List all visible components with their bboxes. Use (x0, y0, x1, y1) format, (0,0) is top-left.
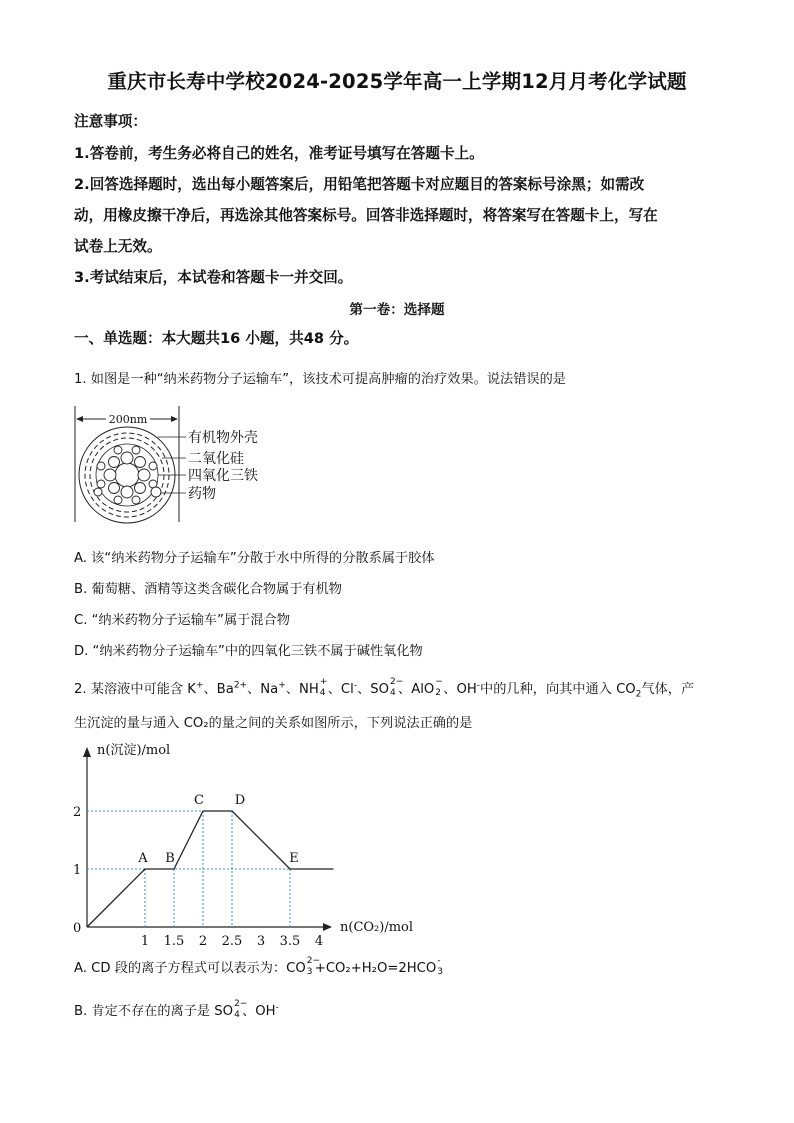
q1-option-b: B. 葡萄糖、酒精等这类含碳化合物属于有机物 (74, 582, 342, 597)
y-axis-arrow (83, 747, 91, 757)
point-label-E: E (289, 851, 299, 866)
x-tick-label-4: 3 (256, 934, 266, 947)
point-label-A: A (138, 851, 148, 866)
x-tick-label-5: 3.5 (279, 934, 301, 947)
q1-option-d: D. “纳米药物分子运输车”中的四氧化三铁不属于碱性氧化物 (74, 644, 423, 659)
label-organic-shell: 有机物外壳 (188, 430, 258, 446)
label-fe3o4: 四氧化三铁 (188, 468, 258, 484)
y-axis-label: n(沉淀)/mol (97, 743, 171, 758)
notice-heading: 注意事项： (74, 113, 147, 130)
x-tick-label-0: 1 (140, 934, 150, 947)
notice-item-2-line-2: 动，用橡皮擦干净后，再选涂其他答案标号。回答非选择题时，将答案写在答题卡上，写在 (74, 207, 658, 224)
x-axis-label: n(CO₂)/mol (340, 920, 414, 935)
paper-title: 重庆市长寿中学校2024-2025学年高一上学期12月月考化学试题 (107, 70, 687, 93)
y-tick-label-0: 1 (73, 863, 82, 878)
notice-item-1: 1.答卷前，考生务必将自己的姓名，准考证号填写在答题卡上。 (74, 145, 484, 162)
notice-item-3: 3.考试结束后，本试卷和答题卡一并交回。 (74, 269, 353, 286)
origin-label: 0 (73, 921, 82, 936)
q2-stem-line-2: 生沉淀的量与通入 CO₂的量之间的关系如图所示，下列说法正确的是 (74, 716, 473, 731)
x-tick-label-2: 2 (198, 934, 208, 947)
q2-option-b: B. 肯定不存在的离子是 SO 2− 4 、OH- (74, 999, 279, 1020)
x-tick-label-1: 1.5 (163, 934, 185, 947)
x-tick-label-3: 2.5 (221, 934, 243, 947)
x-tick-label-6: 4 (314, 934, 324, 947)
notice-item-2-line-1: 2.回答选择题时，选出每小题答案后，用铅笔把答题卡对应题目的答案标号涂黑；如需改 (74, 176, 645, 193)
label-drug: 药物 (188, 486, 216, 502)
q1-option-a: A. 该“纳米药物分子运输车”分散于水中所得的分散系属于胶体 (74, 551, 435, 566)
scale-label: 200nm (108, 413, 148, 426)
notice-item-2-line-3: 试卷上无效。 (74, 238, 162, 255)
point-label-D: D (234, 793, 246, 808)
q2-stem-line-1: 2. 某溶液中可能含 K+、$Ba^{2+}$、Na+、NH + 4 、Cl-、SO 2− 4 、AlO − 2 、OH-中的几种，向其中通入 $CO_2$气体，产 (74, 677, 695, 700)
point-label-C: C (194, 793, 204, 808)
q1-stem: 1. 如图是一种“纳米药物分子运输车”，该技术可提高肿瘤的治疗效果。说法错误的是 (74, 372, 566, 387)
point-label-B: B (165, 851, 175, 866)
part-title: 一、单选题：本大题共16 小题，共48 分。 (74, 330, 359, 347)
volume-title: 第一卷：选择题 (349, 302, 445, 318)
x-axis-arrow (323, 923, 332, 931)
nanocarrier-figure (70, 400, 300, 530)
y-tick-label-1: 2 (73, 805, 82, 820)
precipitate-graph (60, 732, 430, 947)
q1-option-c: C. “纳米药物分子运输车”属于混合物 (74, 613, 290, 628)
q2-option-a: A. CD 段的离子方程式可以表示为：CO 2− 3 +CO₂+H₂O=2HCO - 3 (74, 956, 444, 977)
label-silica: 二氧化硅 (188, 451, 244, 467)
